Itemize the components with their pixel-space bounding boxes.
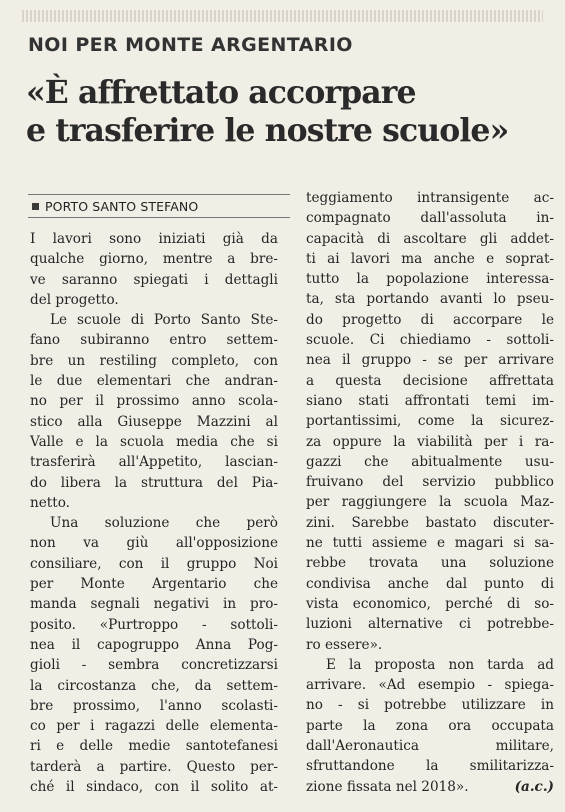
text-line — [306, 777, 554, 797]
text-line: trasferirà all'Appetito, lascian- — [30, 454, 278, 471]
text-line: ro essere». — [306, 636, 383, 653]
dateline-text: PORTO SANTO STEFANO — [45, 198, 199, 214]
text-line: nea il capogruppo Anna Pog- — [30, 636, 278, 653]
text-line: consiliare, con il gruppo Noi — [30, 555, 278, 572]
text-line: teggiamento intransigente ac- — [306, 190, 554, 206]
text-line: a questa decisione affrettata — [306, 372, 554, 389]
text-line: tutto la popolazione interessa- — [306, 271, 554, 288]
text-line-content: zione fissata nel 2018». — [306, 778, 469, 795]
text-line: capacità di ascoltare gli addet- — [306, 230, 554, 247]
text-line: bre prossimo, l'anno scolasti- — [30, 697, 278, 714]
text-line: vista economico, perché di so- — [306, 595, 554, 612]
text-line: ri e delle medie santotefanesi — [30, 738, 278, 755]
text-line: del progetto. — [30, 291, 119, 308]
text-line: fano subiranno entro settem- — [30, 332, 278, 349]
text-line: le due elementari che andran- — [30, 373, 278, 390]
text-line: luzioni alternative ci potrebbe- — [306, 616, 554, 633]
text-line: sfruttandone la smilitarizza- — [306, 758, 554, 775]
text-line: no - si potrebbe utilizzare in — [306, 697, 554, 714]
text-line: per Monte Argentario che — [30, 576, 278, 593]
text-line: siano stati affrontati temi im- — [306, 392, 554, 409]
square-bullet-icon — [32, 203, 39, 210]
text-line: manda segnali negativi in pro- — [30, 596, 278, 613]
text-line: Valle e la scuola media che si — [30, 433, 278, 450]
text-line: per raggiungere la scuola Maz- — [306, 494, 554, 511]
text-line: condivisa anche dal punto di — [306, 575, 554, 592]
top-decorative-rule — [22, 10, 543, 22]
headline-line: «È affrettato accorpare — [26, 74, 416, 111]
text-line: arrivare. «Ad esempio - spiega- — [306, 677, 554, 694]
text-line: bre un restiling completo, con — [30, 352, 278, 369]
headline-line: e trasferire le nostre scuole» — [26, 112, 509, 149]
text-line: do libera la struttura del Pia- — [30, 474, 278, 491]
text-line: scuole. Ci chiediamo - sottoli- — [306, 332, 554, 349]
text-line: do progetto di accorpare le — [306, 311, 554, 328]
text-line: qualche giorno, mentre a bre- — [30, 251, 278, 268]
text-line: dall'Aeronautica militare, — [306, 738, 554, 755]
text-line: ché il sindaco, con il solito at- — [30, 779, 278, 796]
text-line: ve saranno spiegati i dettagli — [30, 271, 278, 288]
article-kicker: NOI PER MONTE ARGENTARIO — [28, 34, 353, 56]
text-line: ti ai lavori ma anche e soprat- — [306, 250, 554, 267]
text-line: gioli - sembra concretizzarsi — [30, 657, 278, 674]
text-line: Una soluzione che però — [50, 515, 278, 532]
right-text-column — [306, 188, 554, 797]
text-line: tarderà a partire. Questo per- — [30, 758, 278, 775]
text-line: co per i ragazzi delle elementa- — [30, 718, 278, 735]
text-line: za oppure la viabilità per i ra- — [306, 433, 554, 450]
text-line: ta, sta portando avanti lo pseu- — [306, 291, 554, 308]
text-line: I lavori sono iniziati già da — [30, 231, 278, 247]
left-text-column — [30, 229, 278, 797]
text-line: E la proposta non tarda ad — [326, 656, 554, 673]
text-line: Le scuole di Porto Santo Ste- — [50, 312, 278, 329]
text-line: parte la zona ora occupata — [306, 717, 554, 734]
text-line: non va giù all'opposizione — [30, 535, 278, 552]
text-line: gazzi che abitualmente usu- — [306, 453, 554, 470]
text-line: nea il gruppo - se per arrivare — [306, 352, 554, 369]
text-line: rebbe trovata una soluzione — [306, 555, 554, 572]
text-line: compagnato dall'assoluta in- — [306, 210, 554, 227]
text-line: no per il prossimo anno scola- — [30, 393, 278, 410]
text-line: fruivano del servizio pubblico — [306, 474, 554, 491]
text-line: la circostanza che, da settem- — [30, 677, 278, 694]
text-line: portantissimi, come la sicurez- — [306, 413, 554, 430]
dateline — [28, 194, 290, 218]
article-headline — [26, 74, 546, 150]
text-line: netto. — [30, 494, 70, 511]
text-line: ne tutti assieme e magari si sa- — [306, 535, 554, 552]
text-line: stico alla Giuseppe Mazzini al — [30, 413, 278, 430]
text-line: zini. Sarebbe bastato discuter- — [306, 514, 554, 531]
text-line: posito. «Purtroppo - sottoli- — [30, 616, 278, 633]
author-initials: (a.c.) — [514, 778, 554, 795]
